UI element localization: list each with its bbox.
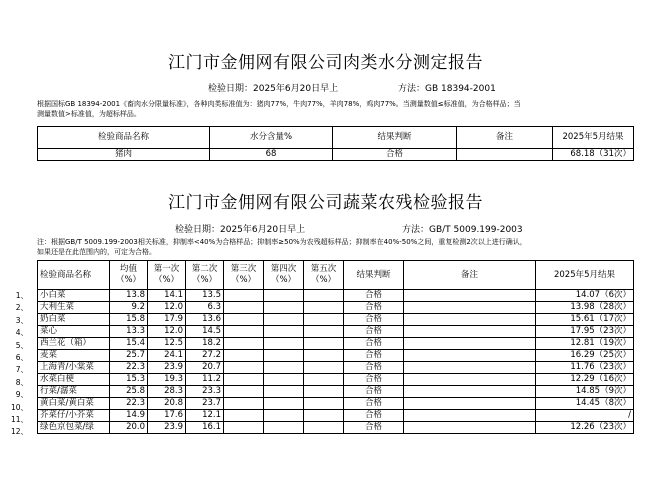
report2-header-result: 结果判断 bbox=[344, 261, 404, 290]
average-value: 22.3 bbox=[110, 398, 148, 410]
test-4-value bbox=[264, 374, 304, 386]
test-1-value: 17.9 bbox=[148, 314, 186, 326]
table-row bbox=[38, 302, 634, 314]
test-3-value bbox=[224, 290, 264, 302]
report1-header-value: 水分含量% bbox=[210, 127, 333, 149]
report2-method: 方法：GB/T 5009.199-2003 bbox=[402, 225, 523, 235]
average-value: 15.3 bbox=[110, 374, 148, 386]
result-judgement: 合格 bbox=[344, 290, 404, 302]
test-4-value bbox=[264, 350, 304, 362]
average-value: 14.9 bbox=[110, 410, 148, 422]
may-result: 15.61（17次） bbox=[536, 314, 634, 326]
table-row bbox=[38, 398, 634, 410]
result-judgement: 合格 bbox=[344, 374, 404, 386]
report2-header-t1: 第一次（%） bbox=[148, 261, 186, 290]
remark bbox=[404, 422, 536, 434]
test-5-value bbox=[304, 410, 344, 422]
test-3-value bbox=[224, 314, 264, 326]
test-2-value: 11.2 bbox=[186, 374, 224, 386]
report2-table bbox=[37, 260, 634, 434]
test-3-value bbox=[224, 374, 264, 386]
sample-name: 上海青/小棠菜 bbox=[38, 362, 110, 374]
remark bbox=[404, 374, 536, 386]
test-3-value bbox=[224, 302, 264, 314]
test-1-value: 14.1 bbox=[148, 290, 186, 302]
report2-header-t5: 第五次（%） bbox=[304, 261, 344, 290]
may-result: 16.29（25次） bbox=[536, 350, 634, 362]
report1-method: 方法：GB 18394-2001 bbox=[398, 84, 496, 94]
may-result: 13.98（28次） bbox=[536, 302, 634, 314]
sample-name: 水菜白梗 bbox=[38, 374, 110, 386]
result-judgement: 合格 bbox=[344, 386, 404, 398]
test-3-value bbox=[224, 362, 264, 374]
test-4-value bbox=[264, 338, 304, 350]
row-index: 7、 bbox=[15, 365, 28, 375]
table-row bbox=[38, 350, 634, 362]
test-2-value: 18.2 bbox=[186, 338, 224, 350]
test-5-value bbox=[304, 326, 344, 338]
report2-body bbox=[38, 290, 634, 434]
test-4-value bbox=[264, 410, 304, 422]
test-3-value bbox=[224, 386, 264, 398]
test-2-value: 23.3 bbox=[186, 386, 224, 398]
test-2-value: 16.1 bbox=[186, 422, 224, 434]
test-5-value bbox=[304, 302, 344, 314]
test-1-value: 23.9 bbox=[148, 362, 186, 374]
test-4-value bbox=[264, 314, 304, 326]
test-1-value: 23.9 bbox=[148, 422, 186, 434]
table-row bbox=[38, 149, 634, 161]
sample-name: 小白菜 bbox=[38, 290, 110, 302]
report1-header-may: 2025年5月结果 bbox=[553, 127, 634, 149]
result-judgement: 合格 bbox=[344, 422, 404, 434]
table-row bbox=[38, 374, 634, 386]
test-1-value: 24.1 bbox=[148, 350, 186, 362]
may-result: 14.85（9次） bbox=[536, 386, 634, 398]
remark bbox=[404, 314, 536, 326]
moisture-value: 68 bbox=[210, 149, 333, 161]
test-4-value bbox=[264, 422, 304, 434]
report1-header-result: 结果判断 bbox=[333, 127, 457, 149]
sample-name: 绿色京包菜/绿 bbox=[38, 422, 110, 434]
may-result: 12.81（19次） bbox=[536, 338, 634, 350]
result-judgement: 合格 bbox=[344, 326, 404, 338]
report2-header-avg: 均值（%） bbox=[110, 261, 148, 290]
sample-name: 行菜/潺菜 bbox=[38, 386, 110, 398]
table-row bbox=[38, 326, 634, 338]
table-row bbox=[38, 362, 634, 374]
report1-header-remark: 备注 bbox=[457, 127, 553, 149]
average-value: 25.8 bbox=[110, 386, 148, 398]
test-4-value bbox=[264, 302, 304, 314]
report2-note-line2: 如果还是在此范围内的，可定为合格。 bbox=[37, 248, 156, 256]
sample-name: 麦菜 bbox=[38, 350, 110, 362]
test-5-value bbox=[304, 386, 344, 398]
sample-name: 西兰花（箱） bbox=[38, 338, 110, 350]
may-result: 14.07（6次） bbox=[536, 290, 634, 302]
test-3-value bbox=[224, 326, 264, 338]
test-5-value bbox=[304, 398, 344, 410]
test-5-value bbox=[304, 350, 344, 362]
test-3-value bbox=[224, 398, 264, 410]
test-1-value: 19.3 bbox=[148, 374, 186, 386]
test-2-value: 27.2 bbox=[186, 350, 224, 362]
average-value: 20.0 bbox=[110, 422, 148, 434]
table-row bbox=[38, 314, 634, 326]
remark bbox=[404, 362, 536, 374]
report2-header-t3: 第三次（%） bbox=[224, 261, 264, 290]
test-3-value bbox=[224, 350, 264, 362]
report2-header-name: 检验商品名称 bbox=[38, 261, 110, 290]
average-value: 15.4 bbox=[110, 338, 148, 350]
row-index: 10、 bbox=[10, 402, 28, 412]
sample-name: 奶白菜 bbox=[38, 314, 110, 326]
report2-header-t4: 第四次（%） bbox=[264, 261, 304, 290]
sample-name: 芥菜仔/小芥菜 bbox=[38, 410, 110, 422]
row-index: 1、 bbox=[15, 291, 28, 300]
row-index: 8、 bbox=[15, 377, 28, 387]
test-2-value: 13.6 bbox=[186, 314, 224, 326]
report1-header-row bbox=[38, 127, 634, 149]
result-judgement: 合格 bbox=[333, 149, 457, 161]
report2-header-remark: 备注 bbox=[404, 261, 536, 290]
remark bbox=[404, 386, 536, 398]
result-judgement: 合格 bbox=[344, 410, 404, 422]
test-4-value bbox=[264, 398, 304, 410]
row-index: 11、 bbox=[10, 415, 28, 424]
test-2-value: 14.5 bbox=[186, 326, 224, 338]
test-4-value bbox=[264, 290, 304, 302]
result-judgement: 合格 bbox=[344, 398, 404, 410]
test-1-value: 12.5 bbox=[148, 338, 186, 350]
average-value: 25.7 bbox=[110, 350, 148, 362]
test-2-value: 23.7 bbox=[186, 398, 224, 410]
test-4-value bbox=[264, 362, 304, 374]
row-index: 4、 bbox=[15, 328, 28, 338]
sample-name: 猪肉 bbox=[38, 149, 210, 161]
table-row bbox=[38, 422, 634, 434]
remark bbox=[404, 350, 536, 362]
may-result: 68.18（31次） bbox=[553, 149, 634, 161]
average-value: 13.3 bbox=[110, 326, 148, 338]
average-value: 9.2 bbox=[110, 302, 148, 314]
remark bbox=[404, 302, 536, 314]
test-3-value bbox=[224, 410, 264, 422]
test-5-value bbox=[304, 362, 344, 374]
report1-note bbox=[37, 99, 647, 119]
report2-header-row bbox=[38, 261, 634, 290]
report1-note-line1: 根据国标GB 18394-2001《畜肉水分限量标准》，各种肉类标准值为：猪肉77%，牛肉77%，羊肉78%，鸡肉77%。当测量数值≤标准值，为合格样品；当 bbox=[37, 100, 521, 108]
report2-note-line1: 注：根据GB/T 5009.199-2003相关标准，抑制率<40%为合格样品；抑制率≥50%为农残超标样品；抑制率在40%-50%之间，重复检测2次以上进行确认， bbox=[37, 238, 527, 246]
test-1-value: 12.0 bbox=[148, 302, 186, 314]
remark bbox=[457, 149, 553, 161]
test-1-value: 28.3 bbox=[148, 386, 186, 398]
report2-header-t2: 第二次（%） bbox=[186, 261, 224, 290]
test-5-value bbox=[304, 314, 344, 326]
test-5-value bbox=[304, 422, 344, 434]
sample-name: 菜心 bbox=[38, 326, 110, 338]
test-3-value bbox=[224, 338, 264, 350]
test-4-value bbox=[264, 326, 304, 338]
sample-name: 大利生菜 bbox=[38, 302, 110, 314]
row-index: 5、 bbox=[15, 340, 28, 350]
table-row bbox=[38, 338, 634, 350]
report1-date: 检验日期：2025年6月20日早上 bbox=[208, 84, 339, 94]
test-5-value bbox=[304, 290, 344, 302]
test-5-value bbox=[304, 338, 344, 350]
row-index: 3、 bbox=[15, 315, 28, 325]
result-judgement: 合格 bbox=[344, 338, 404, 350]
row-index: 12、 bbox=[10, 427, 28, 437]
remark bbox=[404, 410, 536, 422]
result-judgement: 合格 bbox=[344, 362, 404, 374]
may-result: 17.95（23次） bbox=[536, 326, 634, 338]
row-index: 6、 bbox=[15, 353, 28, 362]
test-2-value: 6.3 bbox=[186, 302, 224, 314]
average-value: 22.3 bbox=[110, 362, 148, 374]
test-1-value: 12.0 bbox=[148, 326, 186, 338]
average-value: 15.8 bbox=[110, 314, 148, 326]
table-row bbox=[38, 386, 634, 398]
row-index: 2、 bbox=[15, 303, 28, 313]
may-result: 12.26（23次） bbox=[536, 422, 634, 434]
report1-table bbox=[37, 126, 634, 161]
may-result: / bbox=[536, 410, 634, 422]
remark bbox=[404, 290, 536, 302]
report2-note bbox=[37, 237, 649, 257]
test-2-value: 13.5 bbox=[186, 290, 224, 302]
sample-name: 黄白菜/黄白菜 bbox=[38, 398, 110, 410]
test-4-value bbox=[264, 386, 304, 398]
may-result: 14.45（8次） bbox=[536, 398, 634, 410]
test-3-value bbox=[224, 422, 264, 434]
may-result: 12.29（16次） bbox=[536, 374, 634, 386]
result-judgement: 合格 bbox=[344, 314, 404, 326]
test-5-value bbox=[304, 374, 344, 386]
remark bbox=[404, 398, 536, 410]
test-2-value: 20.7 bbox=[186, 362, 224, 374]
row-index: 9、 bbox=[15, 390, 28, 400]
report1-header-name: 检验商品名称 bbox=[38, 127, 210, 149]
table-row bbox=[38, 410, 634, 422]
result-judgement: 合格 bbox=[344, 302, 404, 314]
report2-header-may: 2025年5月结果 bbox=[536, 261, 634, 290]
remark bbox=[404, 326, 536, 338]
remark bbox=[404, 338, 536, 350]
table-row bbox=[38, 290, 634, 302]
test-2-value: 12.1 bbox=[186, 410, 224, 422]
may-result: 11.76（23次） bbox=[536, 362, 634, 374]
report2-title: 江门市金佣网有限公司蔬菜农残检验报告 bbox=[168, 193, 483, 213]
test-1-value: 17.6 bbox=[148, 410, 186, 422]
result-judgement: 合格 bbox=[344, 350, 404, 362]
average-value: 13.8 bbox=[110, 290, 148, 302]
report1-note-line2: 测量数值>标准值，为超标样品。 bbox=[37, 110, 141, 118]
test-1-value: 20.8 bbox=[148, 398, 186, 410]
report2-date: 检验日期：2025年6月20日早上 bbox=[175, 225, 306, 235]
report1-title: 江门市金佣网有限公司肉类水分测定报告 bbox=[168, 53, 483, 73]
